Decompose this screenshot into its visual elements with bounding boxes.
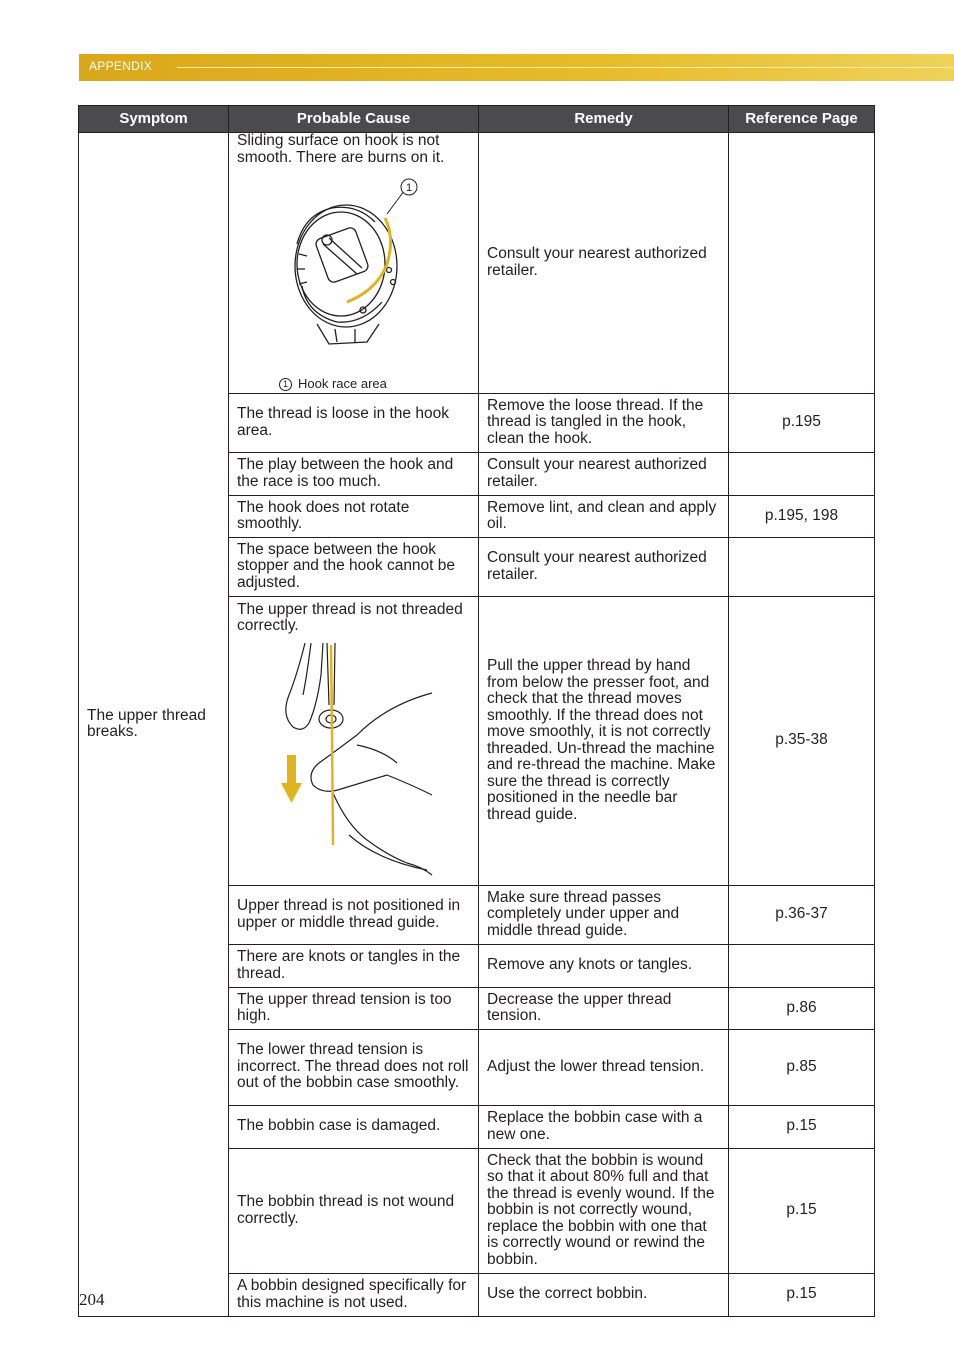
cause-cell: Upper thread is not positioned in upper or middle thread guide. [229,885,479,944]
column-header-remedy: Remedy [479,106,729,133]
table-row [79,133,875,394]
reference-cell: p.85 [729,1029,875,1105]
remedy-cell: Pull the upper thread by hand from below the presser foot, and check that the thread moves smoothly. If the thread does not move smoothly, it is not correctly threaded. Un-thread the machine and re-thread the machine. Make sure the thread is correctly positioned in the needle bar thread guide. [479,596,729,885]
section-banner [79,54,954,81]
remedy-cell: Decrease the upper thread tension. [479,987,729,1029]
column-header-reference: Reference Page [729,106,875,133]
remedy-cell: Consult your nearest authorized retailer. [479,133,729,394]
remedy-cell: Make sure thread passes completely under upper and middle thread guide. [479,885,729,944]
cause-cell: The lower thread tension is incorrect. The thread does not roll out of the bobbin case smoothly. [229,1029,479,1105]
remedy-cell: Adjust the lower thread tension. [479,1029,729,1105]
table-header-row [79,106,875,133]
column-header-cause: Probable Cause [229,106,479,133]
cause-cell: A bobbin designed specifically for this machine is not used. [229,1273,479,1316]
cause-text: The upper thread is not threaded correctly. [237,600,463,634]
cause-cell: There are knots or tangles in the thread. [229,944,479,987]
troubleshooting-table [78,105,875,1317]
page-number: 204 [79,1290,105,1309]
reference-cell: p.15 [729,1273,875,1316]
cause-cell: The upper thread tension is too high. [229,987,479,1029]
reference-cell: p.195 [729,393,875,452]
reference-cell [729,452,875,495]
figure-caption [279,376,470,393]
thread-illustration [237,635,470,880]
banner-rule [177,67,954,68]
cause-cell [229,596,479,885]
hook-race-drawing [237,174,471,364]
reference-cell: p.15 [729,1148,875,1273]
remedy-cell: Consult your nearest authorized retailer. [479,452,729,495]
remedy-cell: Consult your nearest authorized retailer. [479,537,729,596]
remedy-cell: Check that the bobbin is wound so that it about 80% full and that the thread is evenly wound. If the bobbin is not correctly wound, replace the bobbin with one that is correctly wound or rewind the bobbin. [479,1148,729,1273]
cause-cell: The bobbin case is damaged. [229,1105,479,1148]
remedy-cell: Replace the bobbin case with a new one. [479,1105,729,1148]
reference-cell: p.35-38 [729,596,875,885]
reference-cell [729,133,875,394]
hook-illustration [237,166,470,376]
column-header-symptom: Symptom [79,106,229,133]
reference-cell [729,537,875,596]
caption-text: Hook race area [298,376,387,391]
reference-cell: p.195, 198 [729,495,875,537]
pull-thread-drawing [237,635,471,880]
cause-text: Sliding surface on hook is not smooth. There are burns on it. [237,132,445,166]
reference-cell: p.15 [729,1105,875,1148]
reference-cell: p.86 [729,987,875,1029]
remedy-cell: Remove the loose thread. If the thread is tangled in the hook, clean the hook. [479,393,729,452]
caption-number: 1 [279,378,292,391]
reference-cell [729,944,875,987]
cause-cell: The bobbin thread is not wound correctly. [229,1148,479,1273]
section-label: APPENDIX [89,59,153,73]
symptom-cell: The upper thread breaks. [79,133,229,1317]
reference-cell: p.36-37 [729,885,875,944]
cause-cell [229,133,479,394]
remedy-cell: Remove any knots or tangles. [479,944,729,987]
cause-cell: The thread is loose in the hook area. [229,393,479,452]
cause-cell: The hook does not rotate smoothly. [229,495,479,537]
cause-cell: The play between the hook and the race is too much. [229,452,479,495]
remedy-cell: Remove lint, and clean and apply oil. [479,495,729,537]
cause-cell: The space between the hook stopper and the hook cannot be adjusted. [229,537,479,596]
remedy-cell: Use the correct bobbin. [479,1273,729,1316]
callout-number: 1 [405,182,413,194]
